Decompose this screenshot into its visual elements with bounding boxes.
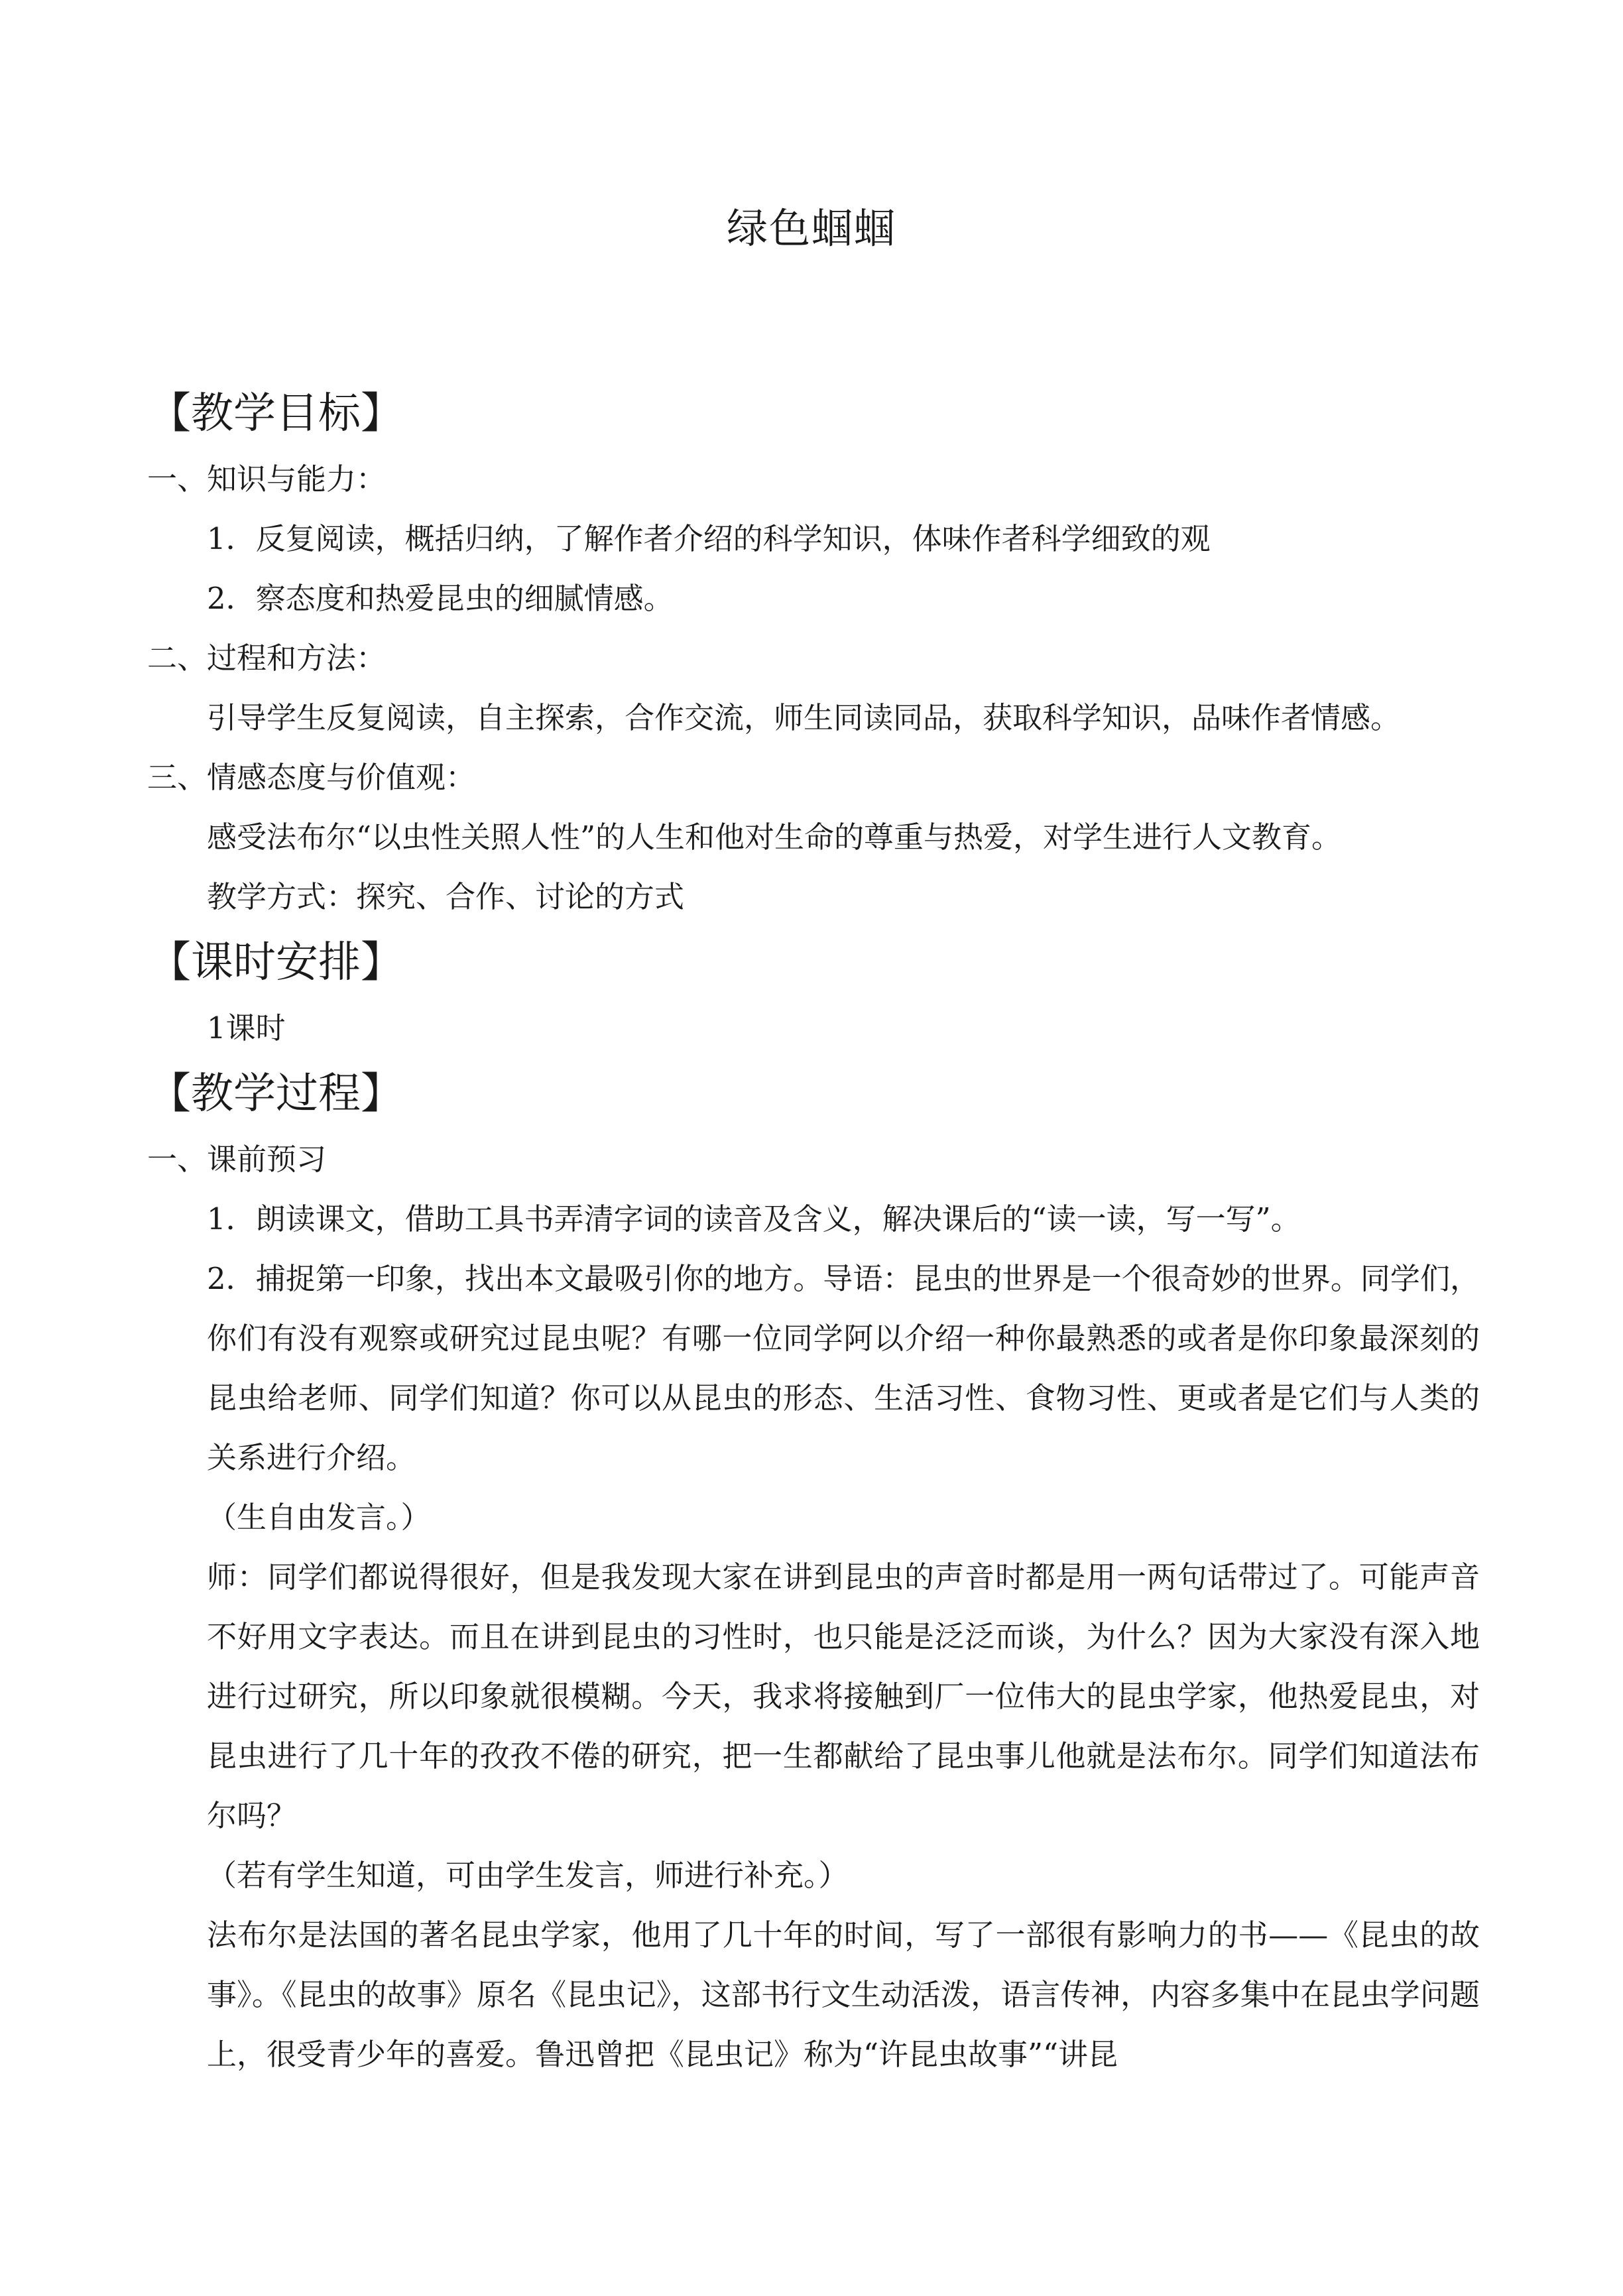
knowledge-item-2: 2．察态度和热爱昆虫的细腻情感。 [207, 581, 674, 616]
procedure-heading: 【教学过程】 [149, 1069, 403, 1118]
preview-heading: 一、课前预习 [147, 1142, 327, 1177]
emotion-text: 感受法布尔“以虫性关照人性”的人生和他对生命的尊重与热爱，对学生进行人文教育。 [207, 819, 1342, 855]
student-speak-note: （生自由发言。） [207, 1500, 431, 1535]
document-title: 绿色蝈蝈 [726, 204, 896, 253]
document-body [147, 378, 1480, 2085]
process-heading: 二、过程和方法： [147, 640, 387, 676]
student-know-note: （若有学生知道，可由学生发言，师进行补充。） [207, 1858, 849, 1893]
method-text: 教学方式：探究、合作、讨论的方式 [207, 879, 685, 914]
preview-item-1: 1．朗读课文，借助工具书弄清字词的读音及含义，解决课后的“读一读，写一写”。 [207, 1201, 1301, 1237]
objectives-heading: 【教学目标】 [149, 389, 403, 438]
teacher-paragraph: 师：同学们都说得很好，但是我发现大家在讲到昆虫的声音时都是用一两句话带过了。可能声音不好用文字表达。而且在讲到昆虫的习性时，也只能是泛泛而谈，为什么？因为大家没有深入地进行过研究，所以印象就很模糊。今天，我求将接触到厂一位伟大的昆虫学家，他热爱昆虫，对昆虫进行了几十年的孜孜不倦的研究，把一生都献给了昆虫事儿他就是法布尔。同学们知道法布尔吗？ [207, 1559, 1480, 1833]
preview-item-2: 2．捕捉第一印象，找出本文最吸引你的地方。导语：昆虫的世界是一个很奇妙的世界。同学们，你们有没有观察或研究过昆虫呢？有哪一位同学阿以介绍一种你最熟悉的或者是你印象最深刻的昆虫给老师、同学们知道？你可以从昆虫的形态、生活习性、食物习性、更或者是它们与人类的关系进行介绍。 [207, 1261, 1480, 1475]
knowledge-item-1: 1．反复阅读，概括归纳，了解作者介绍的科学知识，体味作者科学细致的观 [207, 521, 1211, 556]
schedule-text: 1课时 [207, 1010, 286, 1046]
fabre-paragraph: 法布尔是法国的著名昆虫学家，他用了几十年的时间，写了一部很有影响力的书——《昆虫的故事》。《昆虫的故事》原名《昆虫记》，这部书行文生动活泼，语言传神，内容多集中在昆虫学问题上，很受青少年的喜爱。鲁迅曾把《昆虫记》称为“许昆虫故事”“讲昆 [207, 1917, 1480, 2072]
schedule-heading: 【课时安排】 [149, 938, 403, 987]
knowledge-heading: 一、知识与能力： [147, 461, 387, 497]
emotion-heading: 三、情感态度与价值观： [147, 760, 476, 795]
process-text: 引导学生反复阅读，自主探索，合作交流，师生同读同品，获取科学知识，品味作者情感。 [207, 700, 1401, 735]
